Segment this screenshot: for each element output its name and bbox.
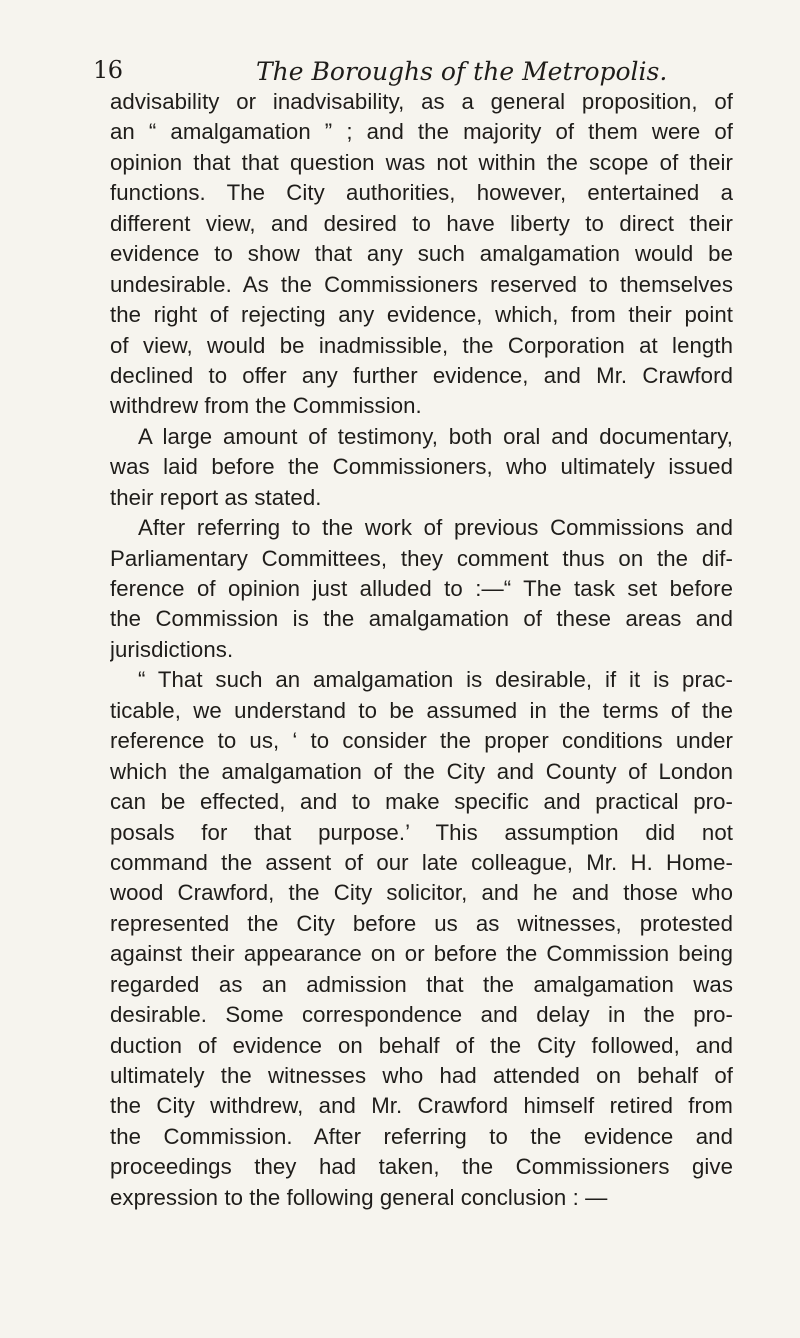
- text-line: ference of opinion just alluded to :—“ The task set before: [110, 576, 733, 601]
- text-line: “ That such an amalgamation is desirable, if it is prac-: [138, 667, 733, 693]
- text-line: wood Crawford, the City solicitor, and he and those who: [110, 880, 733, 906]
- text-line: the right of rejecting any evidence, which, from their point: [110, 302, 733, 328]
- text-line: which the amalgamation of the City and County of London: [110, 758, 733, 784]
- text-line: proceedings they had taken, the Commissioners give: [110, 1154, 733, 1180]
- text-line: the Commission. After referring to the evidence and: [110, 1123, 733, 1149]
- text-line: reference to us, ‘ to consider the proper conditions under: [110, 728, 733, 754]
- running-title: The Boroughs of the Metropolis.: [256, 57, 668, 86]
- text-line: different view, and desired to have liberty to direct their: [110, 210, 733, 236]
- page-number: 16: [93, 56, 123, 84]
- text-line: declined to offer any further evidence, and Mr. Crawford: [110, 362, 733, 388]
- text-line: of view, would be inadmissible, the Corporation at length: [110, 332, 733, 358]
- text-line: After referring to the work of previous Commissions and: [138, 515, 733, 541]
- text-line: the City withdrew, and Mr. Crawford himself retired from: [110, 1093, 733, 1119]
- text-line: an “ amalgamation ” ; and the majority of them were of: [110, 119, 733, 145]
- text-line: withdrew from the Commission.: [110, 393, 422, 419]
- text-line: ticable, we understand to be assumed in the terms of the: [110, 697, 733, 723]
- text-line: evidence to show that any such amalgamation would be: [110, 241, 733, 267]
- text-line: represented the City before us as witnesses, protested: [110, 910, 733, 936]
- text-line: desirable. Some correspondence and delay in the pro-: [110, 1002, 733, 1028]
- text-line: the Commission is the amalgamation of these areas and: [110, 606, 733, 632]
- text-line: can be effected, and to make specific and practical pro-: [110, 789, 733, 815]
- text-line: expression to the following general conclusion : —: [110, 1184, 608, 1210]
- text-line: their report as stated.: [110, 484, 322, 510]
- text-line: undesirable. As the Commissioners reserved to themselves: [110, 271, 733, 297]
- text-line: against their appearance on or before the Commission being: [110, 941, 733, 967]
- text-line: duction of evidence on behalf of the City followed, and: [110, 1032, 733, 1058]
- text-line: Parliamentary Committees, they comment thus on the dif-: [110, 545, 733, 571]
- body-text: [110, 87, 733, 1213]
- text-line: regarded as an admission that the amalgamation was: [110, 971, 733, 997]
- text-line: was laid before the Commissioners, who ultimately issued: [110, 454, 733, 480]
- text-line: advisability or inadvisability, as a general proposition, of: [110, 89, 733, 114]
- text-line: jurisdictions.: [110, 636, 234, 662]
- text-line: ultimately the witnesses who had attended on behalf of: [110, 1063, 733, 1088]
- text-line: functions. The City authorities, however, entertained a: [110, 180, 733, 206]
- text-line: A large amount of testimony, both oral and documentary,: [138, 423, 733, 449]
- text-line: opinion that that question was not within the scope of their: [110, 149, 733, 175]
- text-line: posals for that purpose.’ This assumption did not: [110, 819, 733, 845]
- text-line: command the assent of our late colleague, Mr. H. Home-: [110, 849, 733, 875]
